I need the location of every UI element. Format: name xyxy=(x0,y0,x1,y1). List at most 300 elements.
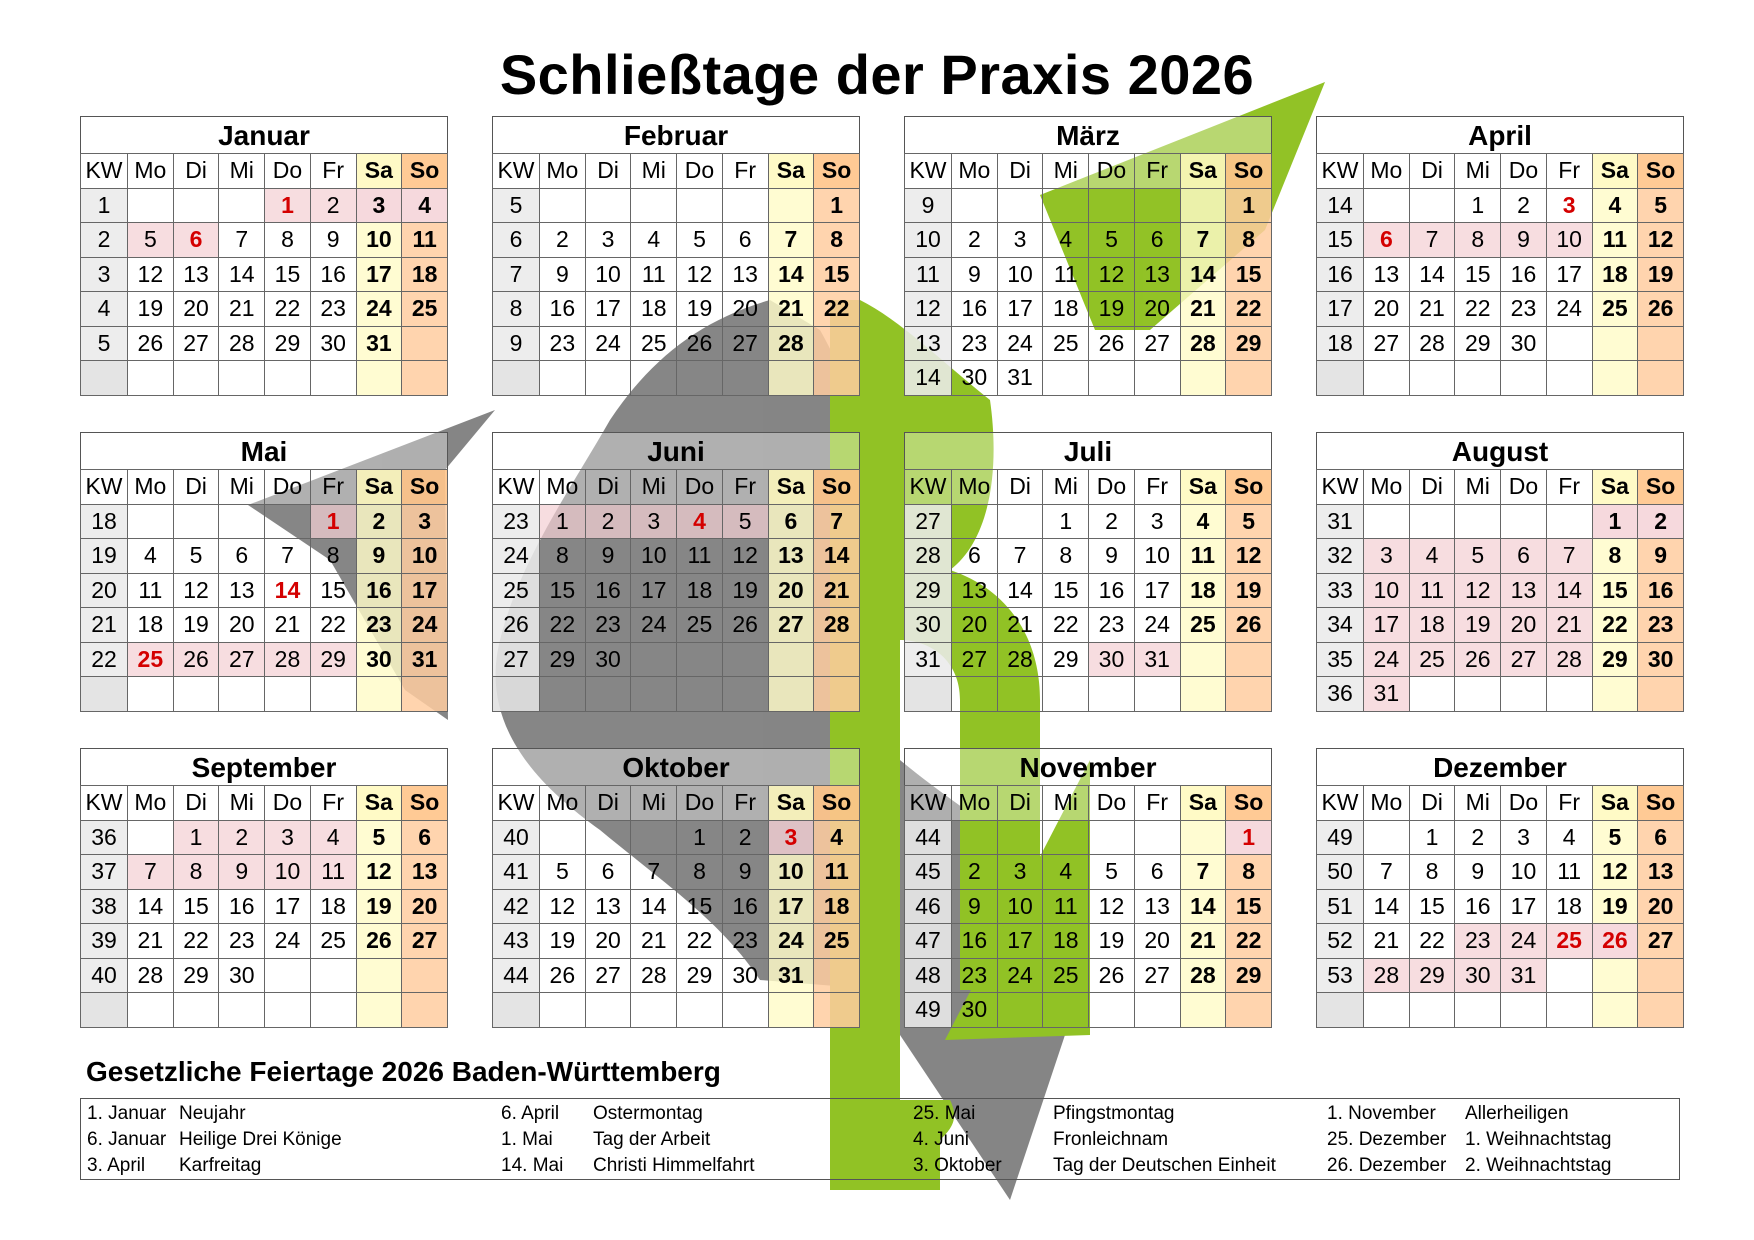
empty-day-cell xyxy=(1546,326,1592,361)
day-cell: 19 xyxy=(677,292,723,327)
day-cell: 5 xyxy=(1592,820,1638,855)
empty-day-cell xyxy=(1501,361,1547,396)
day-cell: 10 xyxy=(265,855,311,890)
day-cell: 19 xyxy=(722,573,768,608)
week-number xyxy=(493,361,540,396)
day-cell: 10 xyxy=(1546,223,1592,258)
week-row xyxy=(905,188,1272,223)
holiday-date: 6. April xyxy=(501,1103,560,1124)
week-number: 22 xyxy=(81,642,128,677)
weekday-header: Mo xyxy=(1364,470,1410,505)
day-cell: 27 xyxy=(219,642,265,677)
empty-day-cell xyxy=(677,642,723,677)
day-cell: 30 xyxy=(310,326,356,361)
weekday-header: Do xyxy=(265,154,311,189)
day-cell: 25 xyxy=(631,326,677,361)
weekday-header: Do xyxy=(265,786,311,821)
empty-day-cell xyxy=(1364,820,1410,855)
empty-day-cell xyxy=(1180,188,1226,223)
day-cell: 6 xyxy=(1364,223,1410,258)
empty-day-cell xyxy=(722,188,768,223)
day-cell: 26 xyxy=(540,958,586,993)
month-grid xyxy=(904,785,1272,1028)
day-cell: 4 xyxy=(128,539,174,574)
day-cell: 17 xyxy=(402,573,448,608)
day-cell: 23 xyxy=(1638,608,1684,643)
weekday-header: Mi xyxy=(1455,786,1501,821)
weekday-header: Fr xyxy=(1134,470,1180,505)
day-cell: 21 xyxy=(768,292,814,327)
week-row xyxy=(1317,326,1684,361)
day-cell: 12 xyxy=(128,257,174,292)
weekday-header: Di xyxy=(997,154,1043,189)
empty-day-cell xyxy=(128,677,174,712)
day-cell: 2 xyxy=(585,504,631,539)
day-cell: 25 xyxy=(1043,326,1089,361)
week-number: 35 xyxy=(1317,642,1364,677)
day-cell: 4 xyxy=(1409,539,1455,574)
day-cell: 8 xyxy=(1226,855,1272,890)
week-row xyxy=(493,188,860,223)
page-title: Schließtage der Praxis 2026 xyxy=(499,43,1255,106)
day-cell: 28 xyxy=(768,326,814,361)
day-cell: 28 xyxy=(997,642,1043,677)
day-cell: 1 xyxy=(1226,820,1272,855)
holidays-list xyxy=(80,1098,1680,1180)
empty-day-cell xyxy=(1638,677,1684,712)
day-cell: 31 xyxy=(1134,642,1180,677)
month-grid xyxy=(1316,785,1684,1028)
day-cell: 9 xyxy=(952,889,998,924)
weekday-header: So xyxy=(1638,154,1684,189)
day-cell: 8 xyxy=(1043,539,1089,574)
week-row xyxy=(1317,642,1684,677)
empty-day-cell xyxy=(1043,993,1089,1028)
day-cell: 9 xyxy=(219,855,265,890)
month-grid xyxy=(1316,469,1684,712)
day-cell: 21 xyxy=(1409,292,1455,327)
week-row xyxy=(493,608,860,643)
weekday-header: Mo xyxy=(128,786,174,821)
month-grid xyxy=(492,785,860,1028)
week-number: 10 xyxy=(905,223,952,258)
day-cell: 24 xyxy=(997,326,1043,361)
week-number: 7 xyxy=(493,257,540,292)
weekday-header: Di xyxy=(997,786,1043,821)
day-cell: 3 xyxy=(265,820,311,855)
day-cell: 21 xyxy=(219,292,265,327)
weekday-header: Sa xyxy=(1592,470,1638,505)
week-number: 37 xyxy=(81,855,128,890)
day-cell: 28 xyxy=(128,958,174,993)
day-cell: 23 xyxy=(952,326,998,361)
day-cell: 15 xyxy=(540,573,586,608)
week-row xyxy=(1317,573,1684,608)
day-cell: 13 xyxy=(402,855,448,890)
day-cell: 16 xyxy=(952,924,998,959)
week-row xyxy=(905,958,1272,993)
empty-day-cell xyxy=(814,642,860,677)
month-calendar-april xyxy=(1316,116,1684,396)
day-cell: 20 xyxy=(1501,608,1547,643)
month-title: November xyxy=(904,748,1272,785)
week-row xyxy=(81,573,448,608)
day-cell: 30 xyxy=(219,958,265,993)
weekday-header: Mo xyxy=(540,470,586,505)
holidays-title: Gesetzliche Feiertage 2026 Baden-Württemberg xyxy=(86,1056,721,1087)
weekday-header: Di xyxy=(173,470,219,505)
weekday-header: Mi xyxy=(631,154,677,189)
month-grid xyxy=(492,469,860,712)
day-cell: 11 xyxy=(310,855,356,890)
week-row xyxy=(493,889,860,924)
holiday-name: Allerheiligen xyxy=(1465,1103,1569,1124)
empty-day-cell xyxy=(768,642,814,677)
week-row xyxy=(493,924,860,959)
kw-header: KW xyxy=(1317,786,1364,821)
week-number: 12 xyxy=(905,292,952,327)
week-number: 4 xyxy=(81,292,128,327)
day-cell: 28 xyxy=(1546,642,1592,677)
week-number: 25 xyxy=(493,573,540,608)
week-number: 39 xyxy=(81,924,128,959)
empty-day-cell xyxy=(997,504,1043,539)
day-cell: 19 xyxy=(1638,257,1684,292)
day-cell: 20 xyxy=(1638,889,1684,924)
week-number: 17 xyxy=(1317,292,1364,327)
week-number: 40 xyxy=(81,958,128,993)
weekday-header: Mi xyxy=(1043,786,1089,821)
empty-day-cell xyxy=(1364,504,1410,539)
day-cell: 8 xyxy=(814,223,860,258)
empty-day-cell xyxy=(997,820,1043,855)
day-cell: 13 xyxy=(1501,573,1547,608)
week-row xyxy=(493,820,860,855)
week-row xyxy=(1317,292,1684,327)
day-cell: 15 xyxy=(1043,573,1089,608)
day-cell: 10 xyxy=(1134,539,1180,574)
week-number xyxy=(493,677,540,712)
day-cell: 16 xyxy=(585,573,631,608)
empty-day-cell xyxy=(631,677,677,712)
weekday-header: Sa xyxy=(1180,786,1226,821)
empty-day-cell xyxy=(814,326,860,361)
day-cell: 24 xyxy=(997,958,1043,993)
week-row xyxy=(905,257,1272,292)
empty-day-cell xyxy=(1638,326,1684,361)
empty-day-cell xyxy=(1546,677,1592,712)
day-cell: 15 xyxy=(1409,889,1455,924)
day-cell: 6 xyxy=(1134,855,1180,890)
day-cell: 18 xyxy=(1592,257,1638,292)
empty-day-cell xyxy=(768,188,814,223)
weekday-header: So xyxy=(1226,470,1272,505)
day-cell: 26 xyxy=(1226,608,1272,643)
day-cell: 13 xyxy=(1134,889,1180,924)
week-number: 24 xyxy=(493,539,540,574)
empty-day-cell xyxy=(1638,993,1684,1028)
day-cell: 21 xyxy=(1180,292,1226,327)
empty-day-cell xyxy=(1180,993,1226,1028)
weekday-header: Sa xyxy=(768,154,814,189)
empty-day-cell xyxy=(173,677,219,712)
day-cell: 20 xyxy=(585,924,631,959)
weekday-header: Mi xyxy=(1043,154,1089,189)
day-cell: 7 xyxy=(128,855,174,890)
day-cell: 6 xyxy=(722,223,768,258)
day-cell: 7 xyxy=(265,539,311,574)
month-calendar-mai xyxy=(80,432,448,712)
week-number: 46 xyxy=(905,889,952,924)
weekday-header: Fr xyxy=(722,470,768,505)
day-cell: 16 xyxy=(1089,573,1135,608)
day-cell: 7 xyxy=(997,539,1043,574)
day-cell: 12 xyxy=(540,889,586,924)
week-number: 52 xyxy=(1317,924,1364,959)
empty-day-cell xyxy=(952,188,998,223)
month-grid xyxy=(80,153,448,396)
day-cell: 20 xyxy=(173,292,219,327)
day-cell: 31 xyxy=(356,326,402,361)
day-cell: 21 xyxy=(1546,608,1592,643)
day-cell: 17 xyxy=(997,924,1043,959)
day-cell: 25 xyxy=(1180,608,1226,643)
empty-day-cell xyxy=(356,361,402,396)
empty-day-cell xyxy=(1546,958,1592,993)
day-cell: 24 xyxy=(768,924,814,959)
weekday-header: Do xyxy=(1501,786,1547,821)
week-row xyxy=(1317,924,1684,959)
weekday-header: Fr xyxy=(1134,154,1180,189)
empty-day-cell xyxy=(265,361,311,396)
empty-day-cell xyxy=(128,188,174,223)
empty-day-cell xyxy=(128,504,174,539)
empty-day-cell xyxy=(173,993,219,1028)
day-cell: 12 xyxy=(1638,223,1684,258)
week-number: 6 xyxy=(493,223,540,258)
day-cell: 11 xyxy=(814,855,860,890)
day-cell: 7 xyxy=(814,504,860,539)
week-row xyxy=(493,993,860,1028)
empty-day-cell xyxy=(1409,188,1455,223)
weekday-header: So xyxy=(1638,786,1684,821)
empty-day-cell xyxy=(1592,958,1638,993)
day-cell: 10 xyxy=(631,539,677,574)
day-cell: 11 xyxy=(1043,889,1089,924)
empty-day-cell xyxy=(1364,188,1410,223)
day-cell: 1 xyxy=(265,188,311,223)
day-cell: 13 xyxy=(1638,855,1684,890)
week-number: 45 xyxy=(905,855,952,890)
day-cell: 21 xyxy=(128,924,174,959)
month-title: Dezember xyxy=(1316,748,1684,785)
day-cell: 10 xyxy=(768,855,814,890)
week-row xyxy=(905,677,1272,712)
day-cell: 19 xyxy=(1455,608,1501,643)
day-cell: 5 xyxy=(677,223,723,258)
week-row xyxy=(493,958,860,993)
week-number: 27 xyxy=(493,642,540,677)
day-cell: 27 xyxy=(173,326,219,361)
day-cell: 16 xyxy=(310,257,356,292)
day-cell: 29 xyxy=(1043,642,1089,677)
day-cell: 8 xyxy=(1592,539,1638,574)
week-number: 26 xyxy=(493,608,540,643)
day-cell: 1 xyxy=(677,820,723,855)
week-number: 14 xyxy=(905,361,952,396)
week-row xyxy=(1317,958,1684,993)
empty-day-cell xyxy=(1592,677,1638,712)
week-number: 9 xyxy=(493,326,540,361)
day-cell: 6 xyxy=(1134,223,1180,258)
day-cell: 17 xyxy=(997,292,1043,327)
day-cell: 26 xyxy=(1592,924,1638,959)
day-cell: 18 xyxy=(814,889,860,924)
day-cell: 11 xyxy=(1546,855,1592,890)
month-title: August xyxy=(1316,432,1684,469)
day-cell: 21 xyxy=(265,608,311,643)
week-row xyxy=(905,993,1272,1028)
week-number: 15 xyxy=(1317,223,1364,258)
empty-day-cell xyxy=(540,993,586,1028)
empty-day-cell xyxy=(1089,188,1135,223)
week-row xyxy=(81,855,448,890)
week-row xyxy=(1317,539,1684,574)
week-row xyxy=(905,539,1272,574)
day-cell: 3 xyxy=(997,223,1043,258)
empty-day-cell xyxy=(1134,993,1180,1028)
holiday-name: 2. Weihnachtstag xyxy=(1465,1155,1612,1176)
weekday-header: Di xyxy=(1409,470,1455,505)
day-cell: 4 xyxy=(1180,504,1226,539)
kw-header: KW xyxy=(1317,154,1364,189)
day-cell: 29 xyxy=(1455,326,1501,361)
day-cell: 13 xyxy=(722,257,768,292)
kw-header: KW xyxy=(493,786,540,821)
empty-day-cell xyxy=(1226,993,1272,1028)
day-cell: 30 xyxy=(952,993,998,1028)
day-cell: 7 xyxy=(219,223,265,258)
day-cell: 20 xyxy=(1364,292,1410,327)
week-row xyxy=(905,292,1272,327)
empty-day-cell xyxy=(677,361,723,396)
day-cell: 16 xyxy=(1638,573,1684,608)
day-cell: 26 xyxy=(1638,292,1684,327)
day-cell: 1 xyxy=(1226,188,1272,223)
weekday-header: Mo xyxy=(540,154,586,189)
empty-day-cell xyxy=(997,677,1043,712)
day-cell: 22 xyxy=(677,924,723,959)
empty-day-cell xyxy=(540,677,586,712)
day-cell: 23 xyxy=(1455,924,1501,959)
empty-day-cell xyxy=(1089,993,1135,1028)
day-cell: 23 xyxy=(356,608,402,643)
day-cell: 9 xyxy=(1455,855,1501,890)
month-grid xyxy=(904,469,1272,712)
day-cell: 12 xyxy=(722,539,768,574)
day-cell: 23 xyxy=(952,958,998,993)
day-cell: 7 xyxy=(1180,855,1226,890)
empty-day-cell xyxy=(1043,188,1089,223)
empty-day-cell xyxy=(1089,677,1135,712)
day-cell: 10 xyxy=(1364,573,1410,608)
day-cell: 23 xyxy=(585,608,631,643)
empty-day-cell xyxy=(1134,820,1180,855)
day-cell: 11 xyxy=(1409,573,1455,608)
weekday-header: So xyxy=(814,470,860,505)
week-number: 19 xyxy=(81,539,128,574)
day-cell: 8 xyxy=(173,855,219,890)
day-cell: 17 xyxy=(768,889,814,924)
day-cell: 29 xyxy=(540,642,586,677)
week-row xyxy=(905,642,1272,677)
day-cell: 17 xyxy=(1546,257,1592,292)
weekday-header: Do xyxy=(1089,470,1135,505)
week-row xyxy=(81,993,448,1028)
holiday-name: Fronleichnam xyxy=(1053,1129,1169,1150)
day-cell: 2 xyxy=(952,223,998,258)
day-cell: 31 xyxy=(997,361,1043,396)
day-cell: 28 xyxy=(265,642,311,677)
day-cell: 7 xyxy=(1546,539,1592,574)
day-cell: 17 xyxy=(265,889,311,924)
weekday-header: Mo xyxy=(952,470,998,505)
day-cell: 11 xyxy=(402,223,448,258)
empty-day-cell xyxy=(585,820,631,855)
weekday-header: Fr xyxy=(722,154,768,189)
week-row xyxy=(905,573,1272,608)
day-cell: 24 xyxy=(1134,608,1180,643)
weekday-header: Mi xyxy=(631,470,677,505)
month-title: April xyxy=(1316,116,1684,153)
holiday-name: Heilige Drei Könige xyxy=(179,1129,342,1150)
empty-day-cell xyxy=(540,188,586,223)
day-cell: 12 xyxy=(1455,573,1501,608)
day-cell: 8 xyxy=(677,855,723,890)
holiday-date: 1. Mai xyxy=(501,1129,553,1150)
day-cell: 11 xyxy=(128,573,174,608)
week-number: 5 xyxy=(81,326,128,361)
week-number: 40 xyxy=(493,820,540,855)
month-calendar-september xyxy=(80,748,448,1028)
day-cell: 15 xyxy=(265,257,311,292)
day-cell: 20 xyxy=(402,889,448,924)
day-cell: 18 xyxy=(1180,573,1226,608)
day-cell: 10 xyxy=(997,889,1043,924)
day-cell: 5 xyxy=(1226,504,1272,539)
empty-day-cell xyxy=(173,361,219,396)
day-cell: 19 xyxy=(1089,924,1135,959)
day-cell: 22 xyxy=(1226,924,1272,959)
day-cell: 22 xyxy=(1455,292,1501,327)
month-title: Februar xyxy=(492,116,860,153)
empty-day-cell xyxy=(219,504,265,539)
day-cell: 25 xyxy=(1546,924,1592,959)
day-cell: 4 xyxy=(631,223,677,258)
weekday-header: Di xyxy=(1409,154,1455,189)
day-cell: 1 xyxy=(814,188,860,223)
day-cell: 1 xyxy=(1455,188,1501,223)
week-row xyxy=(905,326,1272,361)
day-cell: 19 xyxy=(540,924,586,959)
day-cell: 4 xyxy=(1592,188,1638,223)
day-cell: 15 xyxy=(310,573,356,608)
weekday-header: So xyxy=(402,154,448,189)
empty-day-cell xyxy=(1043,361,1089,396)
empty-day-cell xyxy=(219,993,265,1028)
day-cell: 16 xyxy=(952,292,998,327)
day-cell: 17 xyxy=(1134,573,1180,608)
